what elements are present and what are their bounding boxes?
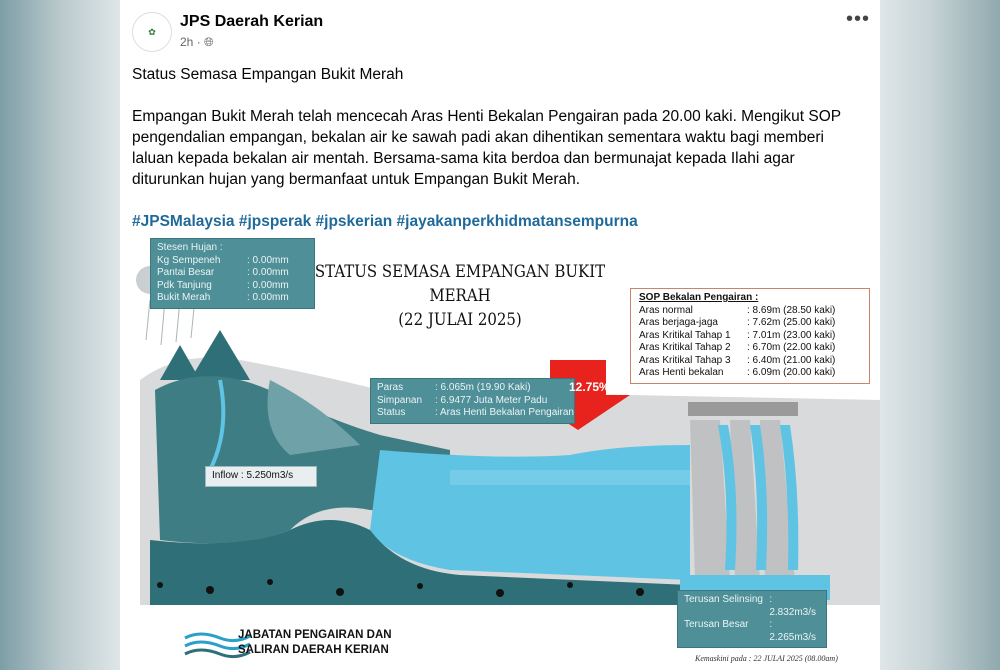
station-name: Kg Sempeneh [157, 254, 221, 266]
sop-level-name: Aras berjaga-jaga [639, 317, 718, 328]
org-line: SALIRAN DAERAH KERIAN [238, 644, 389, 656]
sop-level-value: : 7.01m (23.00 kaki) [747, 329, 836, 341]
sop-level-name: Aras normal [639, 304, 693, 316]
outflow-panel [677, 590, 827, 648]
station-name: Pdk Tanjung [157, 279, 212, 291]
status-value: : Aras Henti Bekalan Pengairan [435, 407, 574, 418]
post-heading: Status Semasa Empangan Bukit Merah [132, 66, 404, 83]
sop-level-value: : 7.62m (25.00 kaki) [747, 317, 836, 328]
sop-level-name: Aras Henti bekalan [639, 367, 724, 378]
station-value: : 0.00mm [247, 292, 289, 303]
sop-level-name: Aras Kritikal Tahap 3 [639, 354, 731, 366]
hashtags[interactable]: #JPSMalaysia #jpsperak #jpskerian #jayakanperkhidmatansempurna [132, 213, 638, 230]
infographic-title [310, 260, 609, 332]
reservoir-status-panel [370, 378, 575, 424]
sop-level-value: : 6.09m (20.00 kaki) [747, 367, 836, 378]
outflow-name: Terusan Besar [684, 619, 749, 630]
status-value: : 6.9477 Juta Meter Padu [435, 394, 548, 406]
rain-station-panel [150, 238, 315, 309]
title-line: STATUS SEMASA EMPANGAN BUKIT MERAH [314, 262, 606, 306]
post-time[interactable]: 2h [180, 35, 194, 49]
updated-timestamp: Kemaskini pada : 22 JULAI 2025 (08.00am) [695, 654, 838, 663]
station-value: : 0.00mm [247, 279, 289, 291]
author-name[interactable]: JPS Daerah Kerian [180, 13, 324, 30]
rain-heading: Stesen Hujan : [157, 242, 223, 253]
station-value: : 0.00mm [247, 267, 289, 278]
outflow-value: : 2.832m3/s [769, 594, 817, 618]
sop-level-name: Aras Kritikal Tahap 2 [639, 342, 731, 353]
post-meta: 2h · 🌐︎ [180, 35, 214, 49]
inflow-label: Inflow : 5.250m3/s [205, 466, 317, 487]
post-body: Empangan Bukit Merah telah mencecah Aras Henti Bekalan Pengairan pada 20.00 kaki. Mengikut SOP pengendalian empangan, bekalan air ke sawah padi akan dihentikan sementara waktu bagi memberi laluan kepada bekalan air mentah. Bersama-sama kita berdoa dan bermunajat kepada Ilahi agar diturunkan hujan yang bermanfaat untuk Empangan Bukit Merah. [132, 108, 841, 188]
title-date: (22 JULAI 2025) [398, 310, 522, 330]
sop-level-value: : 8.69m (28.50 kaki) [747, 304, 836, 316]
facebook-post [120, 0, 880, 670]
sop-heading: SOP Bekalan Pengairan : [639, 292, 759, 303]
status-label: Simpanan [377, 394, 423, 406]
organization-name [238, 628, 392, 658]
station-value: : 0.00mm [247, 254, 289, 266]
more-options-button[interactable]: ••• [845, 8, 870, 30]
globe-icon: 🌐︎ [204, 35, 214, 49]
sop-level-value: : 6.40m (21.00 kaki) [747, 354, 836, 366]
outflow-name: Terusan Selinsing [684, 594, 763, 605]
station-name: Pantai Besar [157, 267, 215, 278]
sop-panel [630, 288, 870, 384]
org-line: JABATAN PENGAIRAN DAN [238, 629, 392, 641]
infographic[interactable] [120, 230, 880, 670]
status-label: Paras [377, 382, 404, 393]
station-name: Bukit Merah [157, 292, 211, 303]
post-text [132, 64, 867, 253]
sop-level-name: Aras Kritikal Tahap 1 [639, 329, 731, 341]
storage-percent: 12.75% [569, 380, 610, 394]
status-value: : 6.065m (19.90 Kaki) [435, 382, 531, 393]
outflow-value: : 2.265m3/s [769, 619, 817, 643]
status-label: Status [377, 407, 406, 418]
avatar[interactable]: ✿ [132, 12, 172, 52]
sop-level-value: : 6.70m (22.00 kaki) [747, 342, 836, 353]
